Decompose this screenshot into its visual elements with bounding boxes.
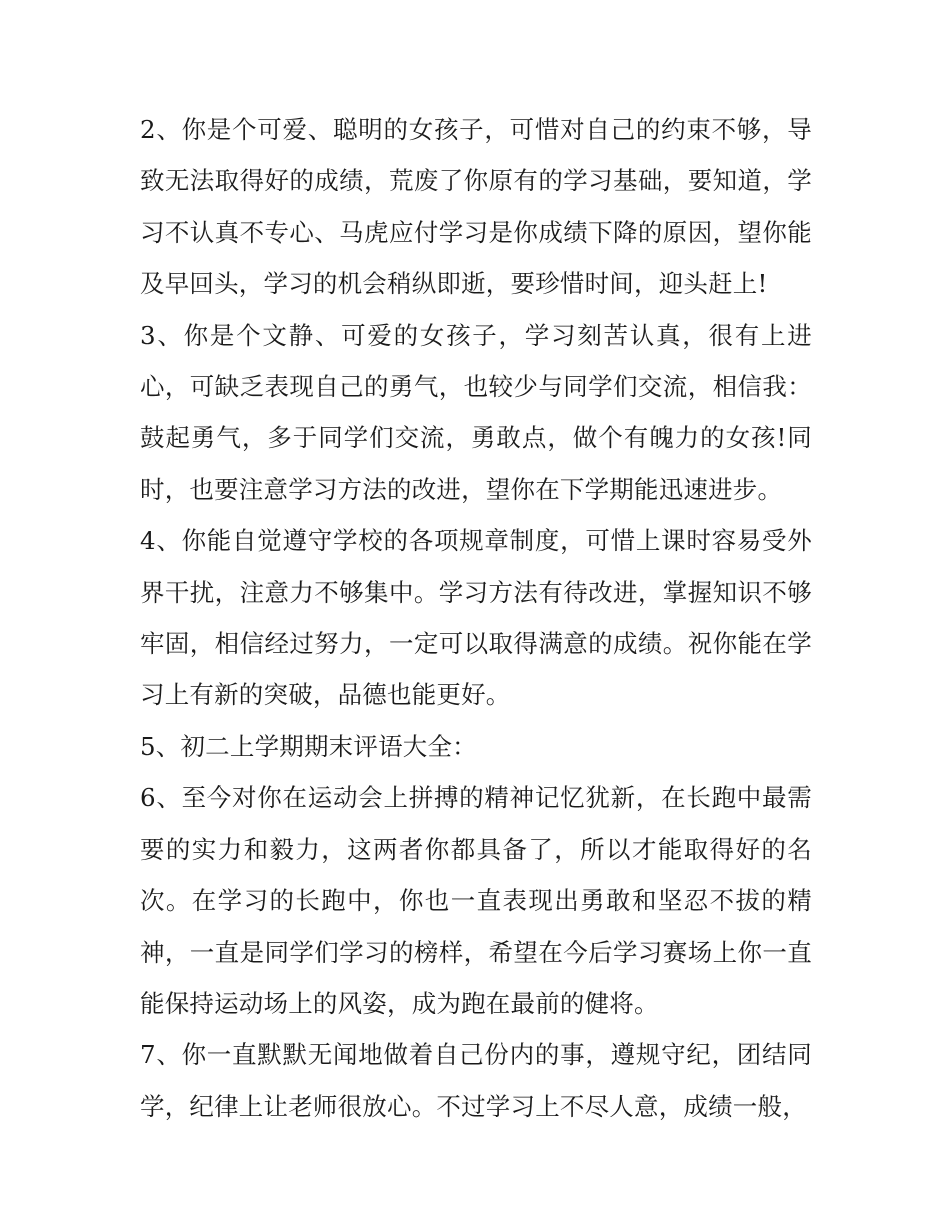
paragraph-6: 6、至今对你在运动会上拼搏的精神记忆犹新，在长跑中最需要的实力和毅力，这两者你都具备了，所以才能取得好的名次。在学习的长跑中，你也一直表现出勇敢和坚忍不拔的精神，一直是同学们学习的榜样，希望在今后学习赛场上你一直能保持运动场上的风姿，成为跑在最前的健将。: [140, 783, 812, 1018]
paragraph-5: 5、初二上学期期末评语大全：: [140, 731, 477, 761]
paragraph-3: 3、你是个文静、可爱的女孩子，学习刻苦认真，很有上进心，可缺乏表现自己的勇气，也较少与同学们交流，相信我：鼓起勇气，多于同学们交流，勇敢点，做个有魄力的女孩!同时，也要注意学习方法的改进，望你在下学期能迅速进步。: [140, 320, 812, 504]
document-body: [140, 104, 812, 1132]
paragraph-7: 7、你一直默默无闻地做着自己份内的事，遵规守纪，团结同学，纪律上让老师很放心。不过学习上不尽人意，成绩一般，: [140, 1040, 812, 1121]
paragraph-2: 2、你是个可爱、聪明的女孩子，可惜对自己的约束不够，导致无法取得好的成绩，荒废了你原有的学习基础，要知道，学习不认真不专心、马虎应付学习是你成绩下降的原因，望你能及早回头，学习的机会稍纵即逝，要珍惜时间，迎头赶上!: [140, 115, 812, 299]
paragraph-4: 4、你能自觉遵守学校的各项规章制度，可惜上课时容易受外界干扰，注意力不够集中。学习方法有待改进，掌握知识不够牢固，相信经过努力，一定可以取得满意的成绩。祝你能在学习上有新的突破，品德也能更好。: [140, 526, 812, 710]
